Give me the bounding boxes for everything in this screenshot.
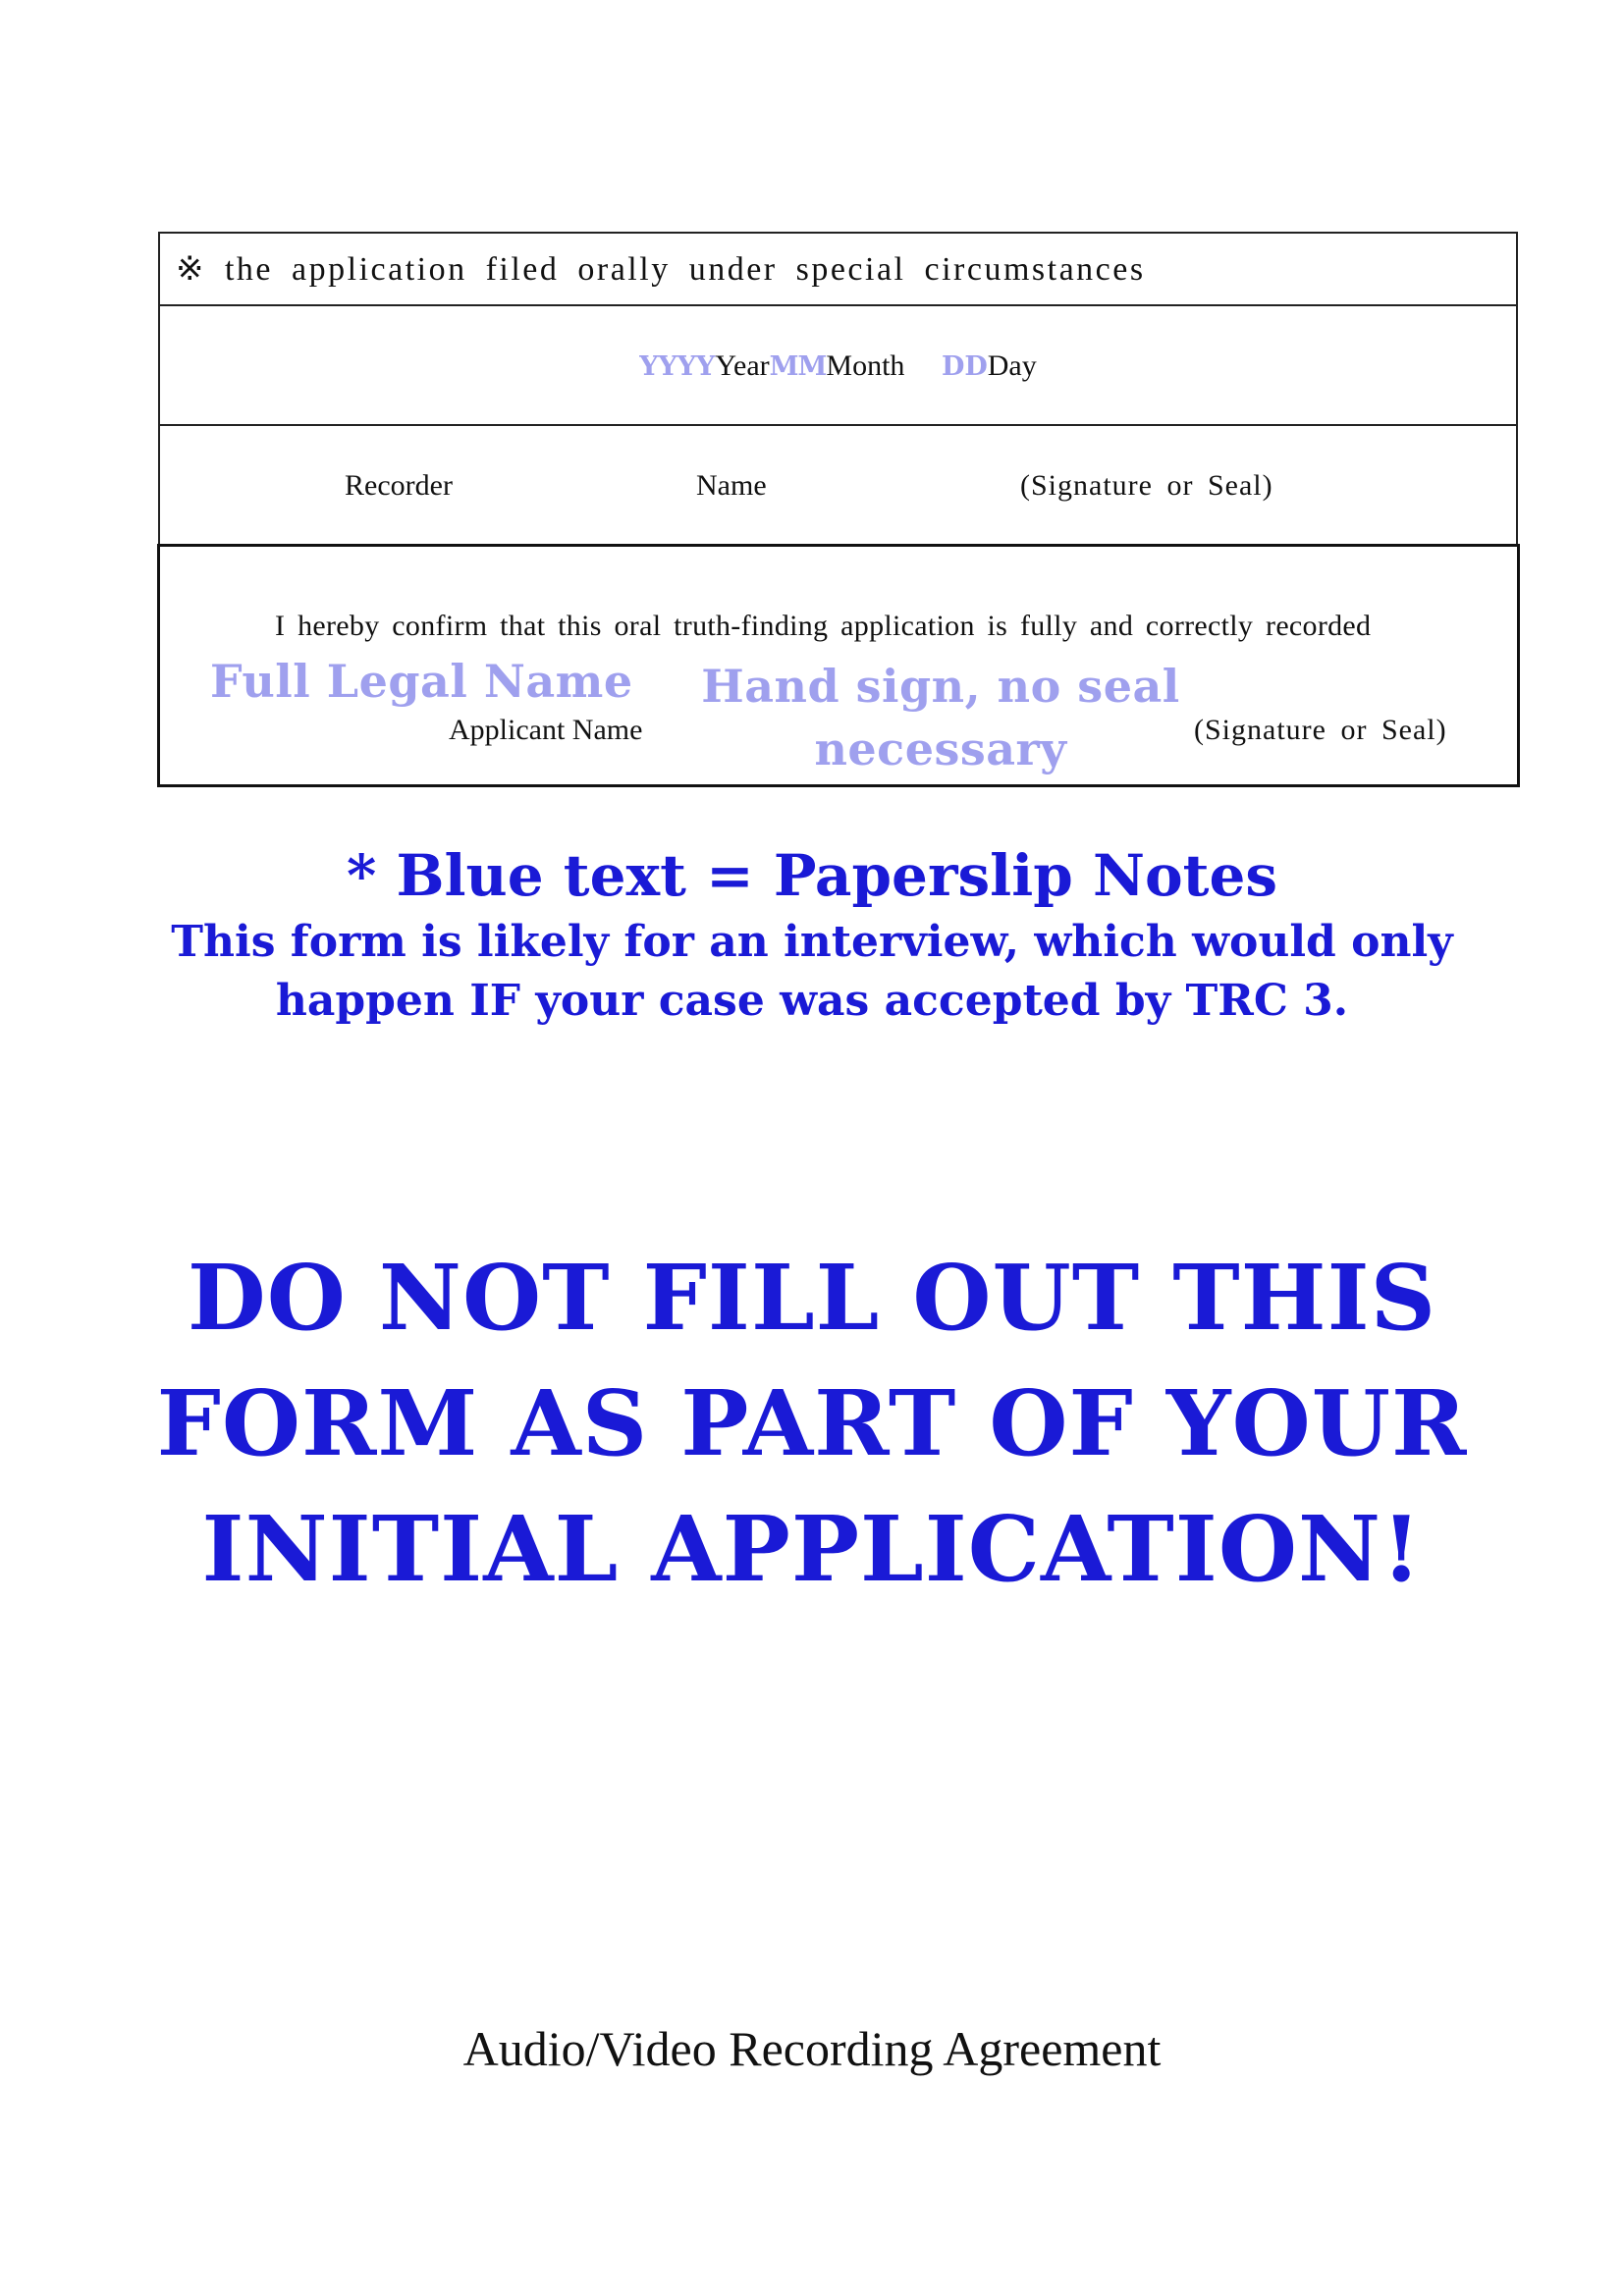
applicant-signature-label: (Signature or Seal) <box>1194 714 1447 746</box>
form-header-row <box>160 234 1516 306</box>
hand-sign-note: Hand sign, no seal necessary <box>701 660 1180 775</box>
notes-body: This form is likely for an interview, which would only happen IF your case was accepted by TRC 3. <box>171 917 1453 1026</box>
full-legal-name-note: Full Legal Name <box>210 655 633 708</box>
confirmation-box <box>157 544 1520 787</box>
date-line <box>160 349 1516 383</box>
notes-title: * Blue text = Paperslip Notes <box>346 842 1278 909</box>
form-header-text: ※ the application filed orally under special circumstances <box>176 251 1146 288</box>
month-label: Month <box>826 349 905 382</box>
day-placeholder: DD <box>941 351 988 382</box>
day-label: Day <box>987 349 1037 382</box>
year-placeholder: YYYY <box>639 351 716 382</box>
agreement-title: Audio/Video Recording Agreement <box>462 2021 1162 2076</box>
recorder-signature-label: (Signature or Seal) <box>1020 469 1273 502</box>
confirmation-statement: I hereby confirm that this oral truth-finding application is fully and correctly recorded <box>275 610 1372 642</box>
recorder-label: Recorder <box>345 469 453 502</box>
applicant-name-label: Applicant Name <box>449 714 643 746</box>
recorder-name-label: Name <box>696 469 767 502</box>
date-row <box>160 306 1516 426</box>
recorder-row <box>160 426 1516 544</box>
oral-application-form <box>158 232 1518 546</box>
warning-message: DO NOT FILL OUT THIS FORM AS PART OF YOUR INITIAL APPLICATION! <box>156 1245 1468 1602</box>
year-label: Year <box>715 349 770 382</box>
month-placeholder: MM <box>769 351 827 382</box>
